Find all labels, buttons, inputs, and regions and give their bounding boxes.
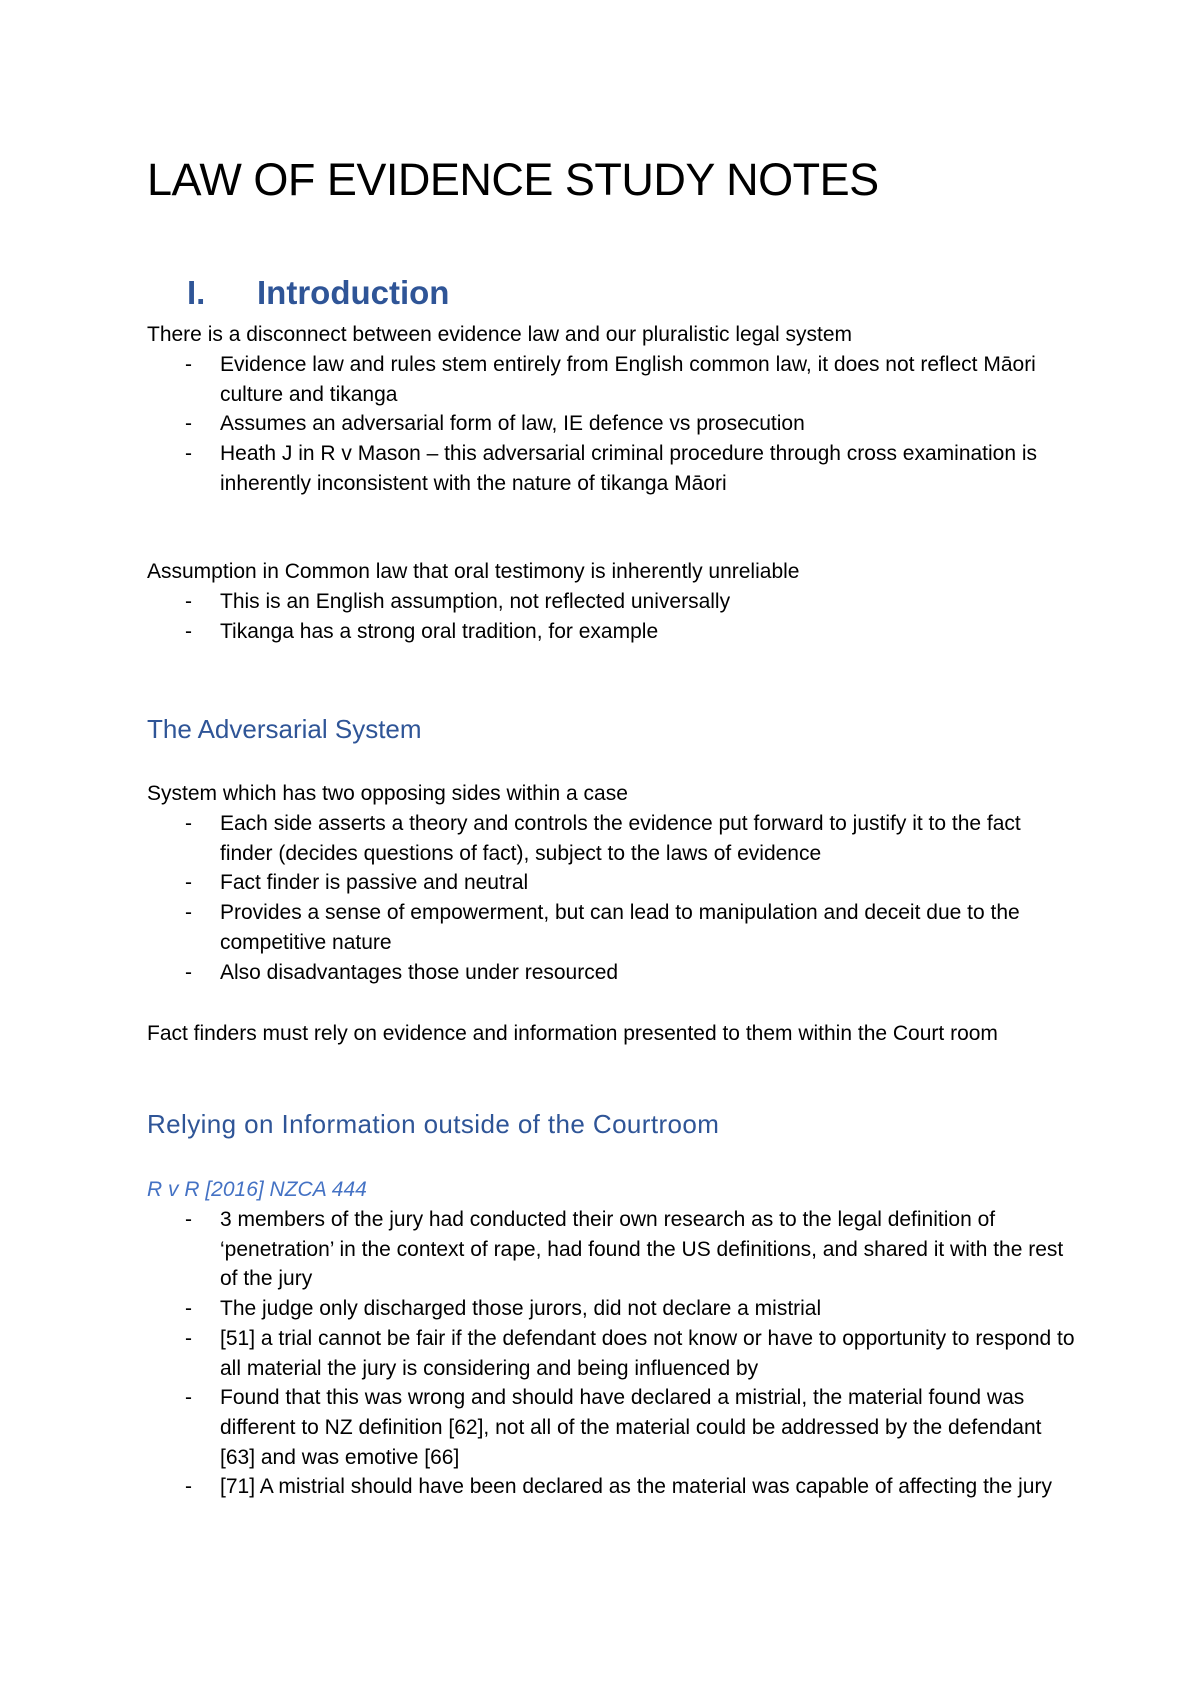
list-item — [147, 868, 1077, 898]
list-item-text: Fact finder is passive and neutral — [220, 871, 529, 895]
document-title: LAW OF EVIDENCE STUDY NOTES — [147, 154, 879, 205]
list-item — [147, 439, 1077, 498]
list-item-text: Found that this was wrong and should have declared a mistrial, the material found was different to NZ definition [62], not all of the material could be addressed by the defendant [63] and was emotive [66] — [220, 1386, 1042, 1469]
bullet-marker: - — [185, 871, 192, 895]
bullet-marker: - — [185, 1326, 192, 1350]
section-title: Introduction — [257, 274, 450, 311]
bullet-marker: - — [185, 960, 192, 984]
list-item — [147, 809, 1077, 868]
bullet-marker: - — [185, 1386, 192, 1410]
list-item-text: Assumes an adversarial form of law, IE defence vs prosecution — [220, 412, 805, 436]
list-item — [147, 617, 1077, 647]
bullet-marker: - — [185, 1475, 192, 1499]
list-item — [147, 1472, 1077, 1502]
adversarial-lead-paragraph: System which has two opposing sides within a case — [147, 782, 628, 805]
list-item — [147, 1294, 1077, 1324]
list-item — [147, 958, 1077, 988]
fact-finders-paragraph: Fact finders must rely on evidence and information presented to them within the Court room — [147, 1022, 998, 1045]
list-item-text: Evidence law and rules stem entirely from English common law, it does not reflect Māori culture and tikanga — [220, 353, 1036, 406]
bullet-marker: - — [185, 442, 192, 466]
list-item — [147, 898, 1077, 957]
bullet-marker: - — [185, 353, 192, 376]
list-item — [147, 587, 1077, 617]
list-item — [147, 1324, 1077, 1383]
intro-lead-paragraph: There is a disconnect between evidence law and our pluralistic legal system — [147, 323, 853, 346]
list-item-text: 3 members of the jury had conducted their own research as to the legal definition of ‘penetration’ in the context of rape, had found the US definitions, and shared it with the rest of the jury — [220, 1208, 1064, 1291]
adversarial-bullet-list — [147, 809, 1077, 987]
list-item — [147, 1205, 1077, 1294]
section-number: I. — [187, 274, 206, 311]
list-item-text: Provides a sense of empowerment, but can lead to manipulation and deceit due to the competitive nature — [220, 901, 1020, 954]
list-item-text: Heath J in R v Mason – this adversarial criminal procedure through cross examination is inherently inconsistent with the nature of tikanga Māori — [220, 442, 1038, 495]
oral-testimony-lead-paragraph: Assumption in Common law that oral testimony is inherently unreliable — [147, 560, 800, 583]
bullet-marker: - — [185, 1297, 192, 1321]
list-item-text: [51] a trial cannot be fair if the defendant does not know or have to opportunity to respond to all material the jury is considering and being influenced by — [220, 1326, 1075, 1380]
list-item — [147, 1383, 1077, 1472]
bullet-marker: - — [185, 619, 192, 643]
intro-bullet-list — [147, 350, 1077, 499]
list-item — [147, 350, 1077, 409]
list-item-text: [71] A mistrial should have been declared as the material was capable of affecting the jury — [220, 1475, 1052, 1499]
section-heading-introduction — [187, 272, 449, 314]
list-item-text: The judge only discharged those jurors, did not declare a mistrial — [220, 1297, 822, 1321]
subheading-outside-information: Relying on Information outside of the Courtroom — [147, 1109, 720, 1139]
list-item-text: Tikanga has a strong oral tradition, for example — [220, 619, 659, 643]
list-item-text: Also disadvantages those under resourced — [220, 960, 619, 984]
bullet-marker: - — [185, 1208, 192, 1231]
bullet-marker: - — [185, 812, 192, 835]
oral-testimony-bullet-list — [147, 587, 1077, 646]
case-bullet-list — [147, 1205, 1077, 1502]
case-citation: R v R [2016] NZCA 444 — [147, 1178, 367, 1201]
bullet-marker: - — [185, 590, 192, 613]
bullet-marker: - — [185, 412, 192, 436]
bullet-marker: - — [185, 901, 192, 925]
subheading-adversarial-system: The Adversarial System — [147, 714, 422, 744]
list-item — [147, 409, 1077, 439]
list-item-text: This is an English assumption, not reflected universally — [220, 590, 731, 613]
list-item-text: Each side asserts a theory and controls the evidence put forward to justify it to the fact finder (decides questions of fact), subject to the laws of evidence — [220, 812, 1021, 865]
